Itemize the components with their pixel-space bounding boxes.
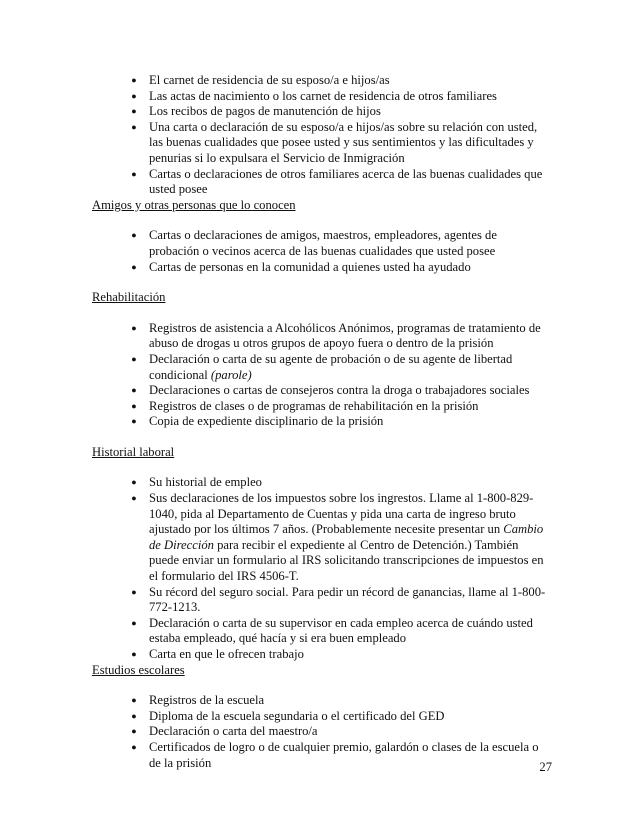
list-item: ● Registros de asistencia a Alcohólicos Anónimos, programas de tratamiento de abuso de drogas u otros grupos de apoyo fuera o dentro de la prisión (92, 321, 548, 352)
rehabilitation-list (92, 321, 548, 430)
italic-term: (parole) (210, 367, 252, 382)
spacer (92, 275, 548, 290)
bullet-icon: ● (131, 106, 137, 117)
page-number: 27 (539, 760, 552, 774)
bullet-icon: ● (131, 230, 137, 241)
list-item: ● Cartas de personas en la comunidad a quienes usted ha ayudado (92, 260, 548, 276)
list-item: ● Cartas o declaraciones de otros familiares acerca de las buenas cualidades que usted posee (92, 167, 548, 198)
list-item: ● Sus declaraciones de los impuestos sobre los ingrestos. Llame al 1-800-829-1040, pida al Departamento de Cuentas y pida una carta de ingreso bruto ajustado por los últimos 7 años. (Probablemente necesite presentar un Cambio de Dirección para recibir el expediente al Centro de Detención.) También puede enviar un formulario al IRS solicitando transcripciones de impuestos en el formulario del IRS 4506-T. (92, 491, 548, 585)
bullet-icon: ● (131, 710, 137, 721)
list-item: ● Su historial de empleo (92, 475, 548, 491)
bullet-icon: ● (131, 75, 137, 85)
bullet-icon: ● (131, 726, 137, 737)
section-work-history (92, 445, 548, 663)
bullet-icon: ● (131, 493, 137, 504)
bullet-icon: ● (131, 322, 137, 333)
bullet-icon: ● (131, 416, 137, 427)
list-item: ● Declaración o carta de su agente de probación o de su agente de libertad condicional (parole) (92, 352, 548, 383)
section-heading: Historial laboral (92, 444, 175, 459)
list-item: ● Cartas o declaraciones de amigos, maestros, empleadores, agentes de probación o vecinos acerca de las buenas cualidades que usted posee (92, 228, 548, 259)
section-rehabilitation (92, 290, 548, 445)
bullet-icon: ● (131, 385, 137, 396)
section-heading: Rehabilitación (92, 290, 166, 305)
list-item: ● El carnet de residencia de su esposo/a e hijos/as (92, 73, 548, 89)
list-item: ● Declaración o carta del maestro/a (92, 724, 548, 740)
list-item: ● Declaración o carta de su supervisor en cada empleo acerca de cuándo usted estaba empleado, qué hacía y si era buen empleado (92, 616, 548, 647)
list-item: ● Carta en que le ofrecen trabajo (92, 647, 548, 663)
spacer (92, 430, 548, 445)
list-item: ● Las actas de nacimiento o los carnet de residencia de otros familiares (92, 89, 548, 105)
list-item: ● Registros de clases o de programas de rehabilitación en la prisión (92, 399, 548, 415)
friends-list (92, 228, 548, 275)
section-school (92, 663, 548, 772)
bullet-icon: ● (131, 477, 137, 488)
list-item: ● Copia de expediente disciplinario de la prisión (92, 414, 548, 430)
list-item: ● Una carta o declaración de su esposo/a e hijos/as sobre su relación con usted, las buenas cualidades que posee usted y sus sentimientos y las dificultades y penurias si lo expulsara el Servicio de Inmigración (92, 120, 548, 167)
bullet-icon: ● (131, 90, 137, 101)
list-item: ● Registros de la escuela (92, 693, 548, 709)
section-friends (92, 198, 548, 290)
bullet-icon: ● (131, 741, 137, 752)
list-item: ● Declaraciones o cartas de consejeros contra la droga o trabajadores sociales (92, 383, 548, 399)
work-history-list (92, 475, 548, 662)
bullet-icon: ● (131, 168, 137, 179)
list-item: ● Los recibos de pagos de manutención de hijos (92, 104, 548, 120)
list-item: ● Su récord del seguro social. Para pedir un récord de ganancias, llame al 1-800-772-1213. (92, 585, 548, 616)
italic-term: Cambio de Dirección (149, 522, 544, 552)
page-content (92, 73, 548, 771)
section-family (92, 73, 548, 198)
bullet-icon: ● (131, 400, 137, 411)
bullet-icon: ● (131, 261, 137, 272)
school-list (92, 693, 548, 771)
list-item: ● Certificados de logro o de cualquier premio, galardón o clases de la escuela o de la prisión (92, 740, 548, 771)
bullet-icon: ● (131, 617, 137, 628)
family-list (92, 73, 548, 198)
bullet-icon: ● (131, 586, 137, 597)
bullet-icon: ● (131, 649, 137, 659)
bullet-icon: ● (131, 695, 137, 706)
list-item: ● Diploma de la escuela segundaria o el certificado del GED (92, 709, 548, 725)
bullet-icon: ● (131, 353, 137, 364)
bullet-icon: ● (131, 121, 137, 132)
section-heading: Amigos y otras personas que lo conocen (92, 197, 296, 212)
section-heading: Estudios escolares (92, 662, 185, 677)
